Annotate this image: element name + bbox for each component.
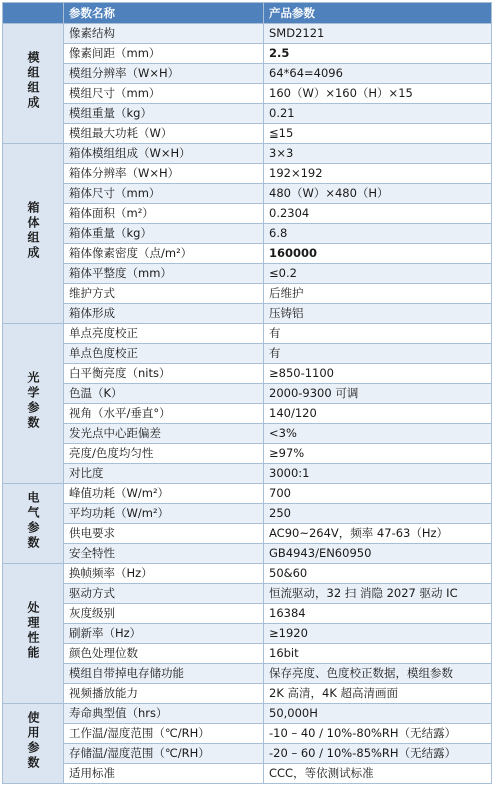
param-name: 维护方式 <box>64 284 264 304</box>
param-value: SMD2121 <box>264 24 492 44</box>
category-label: 箱体组成 <box>26 200 40 261</box>
param-value: 6.8 <box>264 224 492 244</box>
param-value: -10 – 40 / 10%-80%RH（无结露） <box>264 724 492 744</box>
spec-body <box>3 24 492 784</box>
param-name: 驱动方式 <box>64 584 264 604</box>
param-name: 工作温/湿度范围（℃/RH） <box>64 724 264 744</box>
param-name: 灰度级别 <box>64 604 264 624</box>
table-row <box>3 64 492 84</box>
param-value: 恒流驱动，32 扫 消隐 2027 驱动 IC <box>264 584 492 604</box>
param-name: 箱体模组组成（W×H） <box>64 144 264 164</box>
table-row <box>3 44 492 64</box>
table-row <box>3 304 492 324</box>
param-value: 50,000H <box>264 704 492 724</box>
table-row <box>3 644 492 664</box>
param-name: 白平衡亮度（nits） <box>64 364 264 384</box>
table-row <box>3 184 492 204</box>
param-value: AC90~264V，频率 47-63（Hz） <box>264 524 492 544</box>
param-name: 箱体平整度（mm） <box>64 264 264 284</box>
param-value: 16bit <box>264 644 492 664</box>
param-name: 安全特性 <box>64 544 264 564</box>
table-row <box>3 464 492 484</box>
table-row <box>3 624 492 644</box>
table-row <box>3 264 492 284</box>
param-value: 50&60 <box>264 564 492 584</box>
table-row <box>3 684 492 704</box>
param-value: 保存亮度、色度校正数据，模组参数 <box>264 664 492 684</box>
param-name: 适用标准 <box>64 764 264 784</box>
category-label: 电气参数 <box>26 490 40 551</box>
header-row <box>3 3 492 24</box>
table-row <box>3 764 492 784</box>
table-row <box>3 84 492 104</box>
param-value: GB4943/EN60950 <box>264 544 492 564</box>
param-name: 供电要求 <box>64 524 264 544</box>
param-name: 模组重量（kg） <box>64 104 264 124</box>
category-cell <box>3 144 64 324</box>
param-name: 视频播放能力 <box>64 684 264 704</box>
param-value: 700 <box>264 484 492 504</box>
param-name: 平均功耗（W/m²） <box>64 504 264 524</box>
param-value: 140/120 <box>264 404 492 424</box>
param-value: ≤0.2 <box>264 264 492 284</box>
table-row <box>3 584 492 604</box>
param-value: 3000:1 <box>264 464 492 484</box>
table-row <box>3 424 492 444</box>
param-name: 发光点中心距偏差 <box>64 424 264 444</box>
param-name: 存储温/湿度范围（℃/RH） <box>64 744 264 764</box>
table-row <box>3 704 492 724</box>
table-row <box>3 564 492 584</box>
header-param-value: 产品参数 <box>264 3 492 24</box>
param-value: <3% <box>264 424 492 444</box>
table-row <box>3 664 492 684</box>
table-row <box>3 524 492 544</box>
param-name: 模组自带掉电存储功能 <box>64 664 264 684</box>
param-name: 换帧频率（Hz） <box>64 564 264 584</box>
param-name: 寿命典型值（hrs） <box>64 704 264 724</box>
param-name: 刷新率（Hz） <box>64 624 264 644</box>
param-name: 像素间距（mm） <box>64 44 264 64</box>
param-name: 色温（K） <box>64 384 264 404</box>
table-row <box>3 604 492 624</box>
table-row <box>3 104 492 124</box>
param-name: 亮度/色度均匀性 <box>64 444 264 464</box>
param-name: 视角（水平/垂直°） <box>64 404 264 424</box>
param-value: 后维护 <box>264 284 492 304</box>
category-cell <box>3 324 64 484</box>
table-row <box>3 724 492 744</box>
param-name: 箱体分辨率（W×H） <box>64 164 264 184</box>
param-name: 模组尺寸（mm） <box>64 84 264 104</box>
table-row <box>3 444 492 464</box>
param-value: 192×192 <box>264 164 492 184</box>
table-row <box>3 344 492 364</box>
table-row <box>3 544 492 564</box>
table-row <box>3 204 492 224</box>
param-value: 250 <box>264 504 492 524</box>
header-param-name: 参数名称 <box>64 3 264 24</box>
category-cell <box>3 564 64 704</box>
param-value: 160（W）×160（H）×15 <box>264 84 492 104</box>
category-label: 光学参数 <box>26 370 40 431</box>
param-name: 颜色处理位数 <box>64 644 264 664</box>
param-value: 压铸铝 <box>264 304 492 324</box>
table-row <box>3 284 492 304</box>
param-name: 单点色度校正 <box>64 344 264 364</box>
spec-table <box>2 2 492 784</box>
param-name: 箱体面积（m²） <box>64 204 264 224</box>
param-name: 箱体尺寸（mm） <box>64 184 264 204</box>
param-value: ≥850-1100 <box>264 364 492 384</box>
param-name: 模组分辨率（W×H） <box>64 64 264 84</box>
param-value: 2K 高清，4K 超高清画面 <box>264 684 492 704</box>
category-cell <box>3 484 64 564</box>
category-label: 处理性能 <box>26 600 40 661</box>
category-cell <box>3 24 64 144</box>
param-value: 64*64=4096 <box>264 64 492 84</box>
param-name: 单点亮度校正 <box>64 324 264 344</box>
table-row <box>3 504 492 524</box>
category-cell <box>3 704 64 784</box>
param-name: 箱体像素密度（点/m²） <box>64 244 264 264</box>
table-row <box>3 144 492 164</box>
table-row <box>3 244 492 264</box>
param-value: -20 – 60 / 10%-85%RH（无结露） <box>264 744 492 764</box>
table-row <box>3 224 492 244</box>
table-row <box>3 124 492 144</box>
table-row <box>3 404 492 424</box>
category-label: 使用参数 <box>26 710 40 771</box>
param-value: 16384 <box>264 604 492 624</box>
param-value: 3×3 <box>264 144 492 164</box>
param-name: 箱体形成 <box>64 304 264 324</box>
table-row <box>3 484 492 504</box>
param-value: 有 <box>264 344 492 364</box>
param-value: ≦15 <box>264 124 492 144</box>
table-row <box>3 384 492 404</box>
param-name: 峰值功耗（W/m²） <box>64 484 264 504</box>
param-value: 0.2304 <box>264 204 492 224</box>
param-value: ≥1920 <box>264 624 492 644</box>
table-row <box>3 324 492 344</box>
param-value: 2.5 <box>264 44 492 64</box>
param-value: 160000 <box>264 244 492 264</box>
param-value: 有 <box>264 324 492 344</box>
param-value: 480（W）×480（H） <box>264 184 492 204</box>
param-value: 2000-9300 可调 <box>264 384 492 404</box>
table-row <box>3 744 492 764</box>
param-name: 箱体重量（kg） <box>64 224 264 244</box>
param-value: CCC，等依测试标准 <box>264 764 492 784</box>
table-row <box>3 364 492 384</box>
param-value: ≥97% <box>264 444 492 464</box>
header-category <box>3 3 64 24</box>
param-name: 模组最大功耗（W） <box>64 124 264 144</box>
table-row <box>3 164 492 184</box>
param-name: 对比度 <box>64 464 264 484</box>
category-label: 模组组成 <box>26 50 40 111</box>
param-value: 0.21 <box>264 104 492 124</box>
table-row <box>3 24 492 44</box>
param-name: 像素结构 <box>64 24 264 44</box>
